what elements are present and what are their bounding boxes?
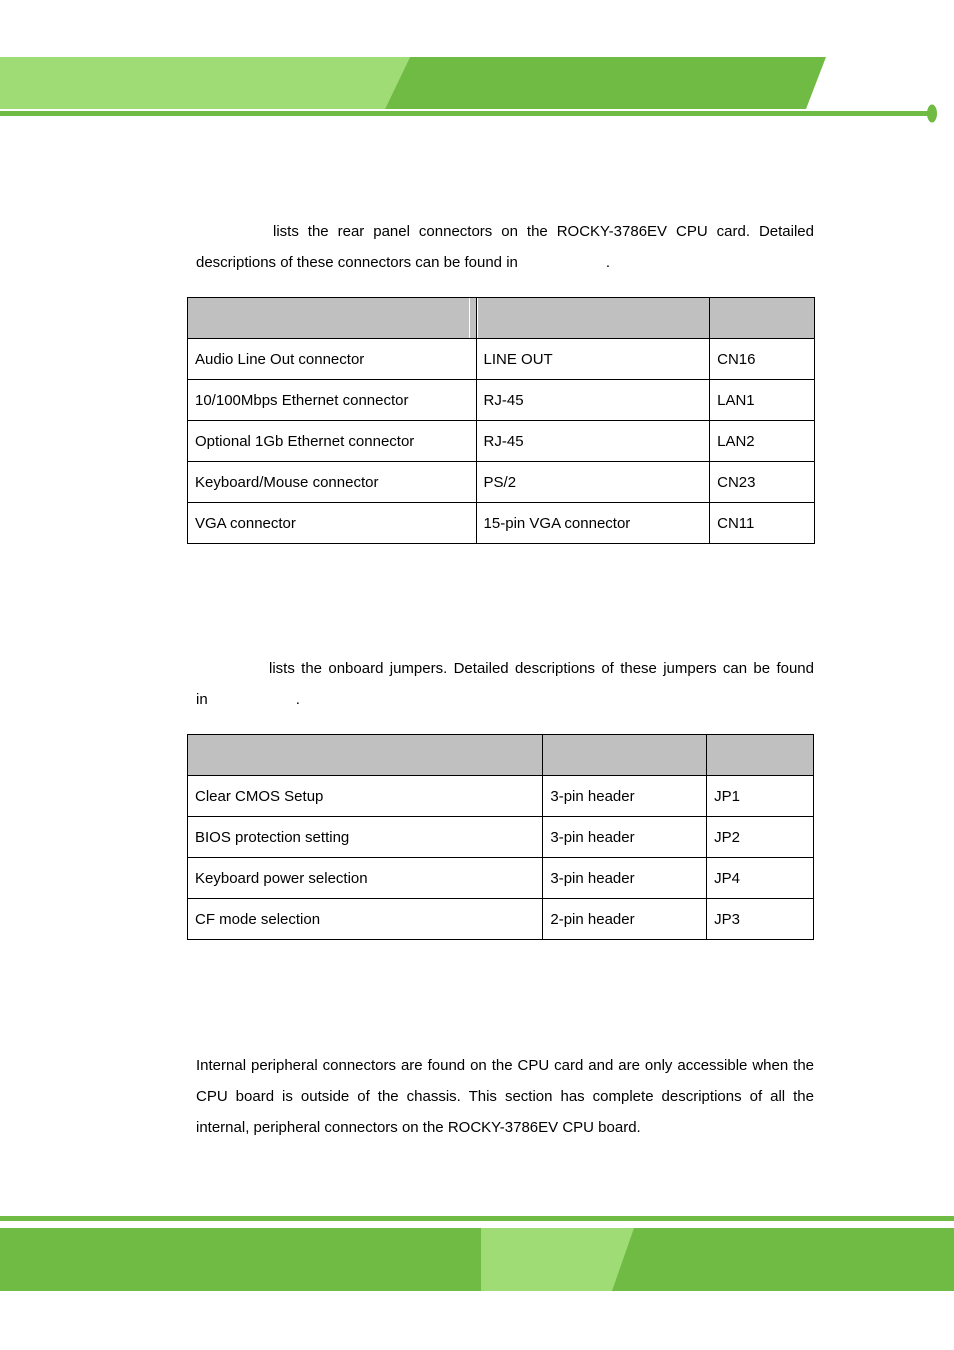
table-cell: 15-pin VGA connector [476,503,710,544]
table-cell: 10/100Mbps Ethernet connector [188,380,477,421]
header-banner-light [0,57,410,109]
header-banner [0,0,954,130]
table-cell: 2-pin header [543,899,707,940]
table-header-cell [710,298,815,339]
table-cell: PS/2 [476,462,710,503]
table-header-cell [188,735,543,776]
header-banner-dark [385,57,826,109]
table-cell: Optional 1Gb Ethernet connector [188,421,477,462]
jumpers-intro-line2: in [196,691,208,708]
table-cell: 3-pin header [543,776,707,817]
table-cell: Clear CMOS Setup [188,776,543,817]
table-cell: LINE OUT [476,339,710,380]
footer-banner [0,1210,954,1300]
table-cell: Audio Line Out connector [188,339,477,380]
table-cell: 3-pin header [543,858,707,899]
table-cell: CF mode selection [188,899,543,940]
internal-connectors-paragraph: Internal peripheral connectors are found on the CPU card and are only accessible when the CPU board is outside of the chassis. This section has complete descriptions of all the internal, peripheral connectors on the ROCKY-3786EV CPU board. [196,1057,814,1136]
table-header-row [188,735,814,776]
table-row [188,817,814,858]
jumpers-intro-line1: lists the onboard jumpers. Detailed descriptions of these jumpers can be found [269,660,814,677]
table-row [188,776,814,817]
table-cell: JP2 [707,817,814,858]
table-cell: RJ-45 [476,380,710,421]
table-cell: JP3 [707,899,814,940]
table-cell: BIOS protection setting [188,817,543,858]
table-cell: JP4 [707,858,814,899]
rear-panel-intro-line2: descriptions of these connectors can be found in [196,254,518,271]
rear-panel-intro-period: . [605,254,611,271]
table-header-cell [188,298,477,339]
table-row [188,380,815,421]
table-cell: LAN2 [710,421,815,462]
table-row [188,339,815,380]
rear-panel-intro [196,216,814,278]
table-cell: CN23 [710,462,815,503]
rear-panel-connectors-table [187,297,815,544]
table-cell: CN11 [710,503,815,544]
onboard-jumpers-table [187,734,814,940]
table-cell: VGA connector [188,503,477,544]
table-cell: CN16 [710,339,815,380]
table-row [188,462,815,503]
table-row [188,858,814,899]
table-row [188,503,815,544]
table-cell: 3-pin header [543,817,707,858]
table-header-row [188,298,815,339]
table-header-cell [707,735,814,776]
footer-rule [0,1216,954,1221]
jumpers-intro-period: . [295,691,300,708]
footer-banner-dark [0,1228,954,1291]
table-cell: JP1 [707,776,814,817]
table-row [188,899,814,940]
table-cell: LAN1 [710,380,815,421]
header-rule-end-dot [927,105,937,123]
footer-banner-light [481,1228,634,1291]
rear-panel-intro-line1: lists the rear panel connectors on the ROCKY-3786EV CPU card. Detailed [273,223,814,240]
table-cell: Keyboard power selection [188,858,543,899]
table-cell: RJ-45 [476,421,710,462]
table-header-cell [476,298,710,339]
table-header-cell [543,735,707,776]
table-cell: Keyboard/Mouse connector [188,462,477,503]
table-row [188,421,815,462]
jumpers-intro [196,653,814,715]
header-rule [0,111,930,116]
